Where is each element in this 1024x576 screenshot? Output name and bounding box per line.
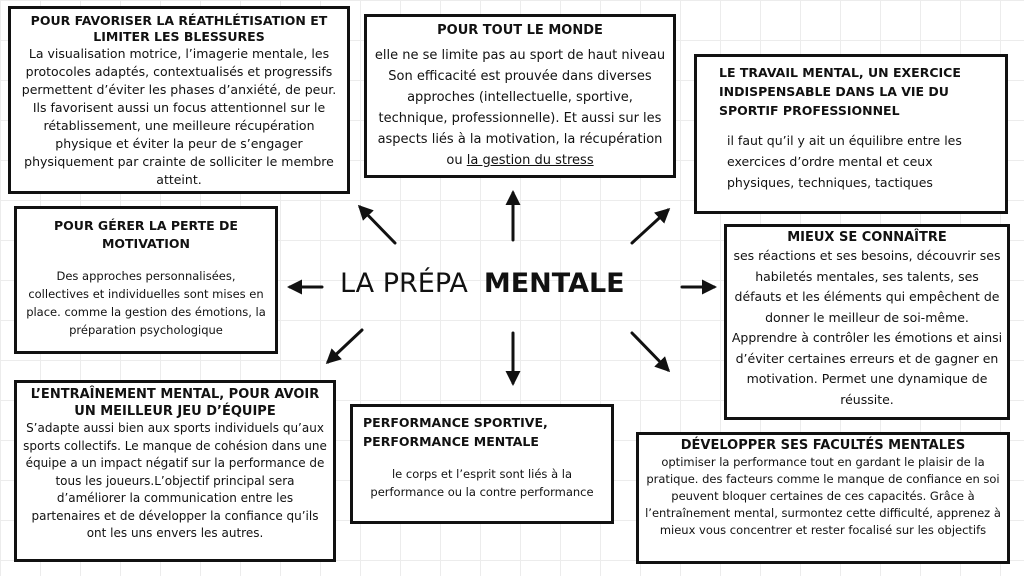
- box-travail-mental-body: il faut qu’il y ait un équilibre entre les exercices d’ordre mental et ceux physiques, techniques, tactiques: [727, 133, 962, 190]
- box-tout-le-monde-title: POUR TOUT LE MONDE: [437, 23, 603, 38]
- box-travail-mental: [694, 54, 1008, 214]
- box-facultes-body: optimiser la performance tout en gardant le plaisir de la pratique. des facteurs comme le manque de confiance en soi peuvent bloquer certaines de ces capacités. Grâce à l’entraînement mental, surmontez cette difficulté, apprenez à mieux vous concentrer et rester focalisé sur les objectifs: [645, 455, 1001, 537]
- arrow-up-right: [632, 210, 668, 243]
- box-reathletisation-title: POUR FAVORISER LA RÉATHLÉTISATION ET LIMITER LES BLESSURES: [30, 13, 328, 44]
- arrow-up-left: [360, 207, 395, 243]
- center-title: [340, 268, 680, 299]
- box-jeu-equipe-body: S’adapte aussi bien aux sports individuels qu’aux sports collectifs. Le manque de cohésion dans une équipe a un impact négatif sur la performance de tous les joueurs.L’objectif principal sera d’améliorer la communication entre les partenaires et de développer la confiance qu’ils ont les uns envers les autres.: [23, 421, 327, 540]
- box-performance-body: le corps et l’esprit sont liés à la performance ou la contre performance: [370, 467, 594, 499]
- box-se-connaitre: [724, 224, 1010, 420]
- box-motivation-body: Des approches personnalisées, collectives et individuelles sont mises en place. comme la gestion des émotions, la préparation psychologique: [26, 269, 266, 337]
- box-jeu-equipe-title: L’ENTRAÎNEMENT MENTAL, POUR AVOIR UN MEILLEUR JEU D’ÉQUIPE: [30, 387, 320, 419]
- box-tout-le-monde: [364, 14, 676, 178]
- box-se-connaitre-title: MIEUX SE CONNAÎTRE: [787, 230, 947, 245]
- box-reathletisation: [8, 6, 350, 194]
- box-tout-le-monde-body: elle ne se limite pas au sport de haut niveau Son efficacité est prouvée dans diverses approches (intellectuelle, sportive, technique, professionnelle). Et aussi sur les aspects liés à la motivation, la récupération ou: [374, 48, 666, 168]
- box-motivation: [14, 206, 278, 354]
- center-title-bold: MENTALE: [483, 268, 625, 299]
- arrow-down-right: [632, 333, 668, 370]
- box-se-connaitre-body: ses réactions et ses besoins, découvrir ses habiletés mentales, ses talents, ses défauts et les éléments qui empêchent de donner le meilleur de soi-même. Apprendre à contrôler les émotions et ainsi d’éviter certaines erreurs et de gagner en motivation. Permet une dynamique de réussite.: [731, 248, 1003, 407]
- stress-link[interactable]: la gestion du stress: [466, 153, 594, 168]
- box-jeu-equipe: [14, 380, 336, 562]
- box-travail-mental-title: LE TRAVAIL MENTAL, UN EXERCICE INDISPENSABLE DANS LA VIE DU SPORTIF PROFESSIONNEL: [719, 65, 961, 118]
- box-performance: [350, 404, 614, 524]
- box-motivation-title: POUR GÉRER LA PERTE DE MOTIVATION: [54, 218, 238, 251]
- arrow-down-left: [328, 330, 362, 362]
- box-facultes-title: DÉVELOPPER SES FACULTÉS MENTALES: [680, 438, 966, 453]
- box-facultes: [636, 432, 1010, 564]
- box-reathletisation-body: La visualisation motrice, l’imagerie mentale, les protocoles adaptés, contextualisés et progressifs permettent d’éviter les phases d’anxiété, de peur. Ils favorisent aussi un focus attentionnel sur le rétablissement, une meilleure récupération physique et éviter la peur de s’engager physiquement par crainte de solliciter le membre atteint.: [21, 46, 337, 187]
- center-title-prefix: LA PRÉPA: [340, 268, 468, 299]
- box-performance-title: PERFORMANCE SPORTIVE, PERFORMANCE MENTALE: [363, 415, 548, 449]
